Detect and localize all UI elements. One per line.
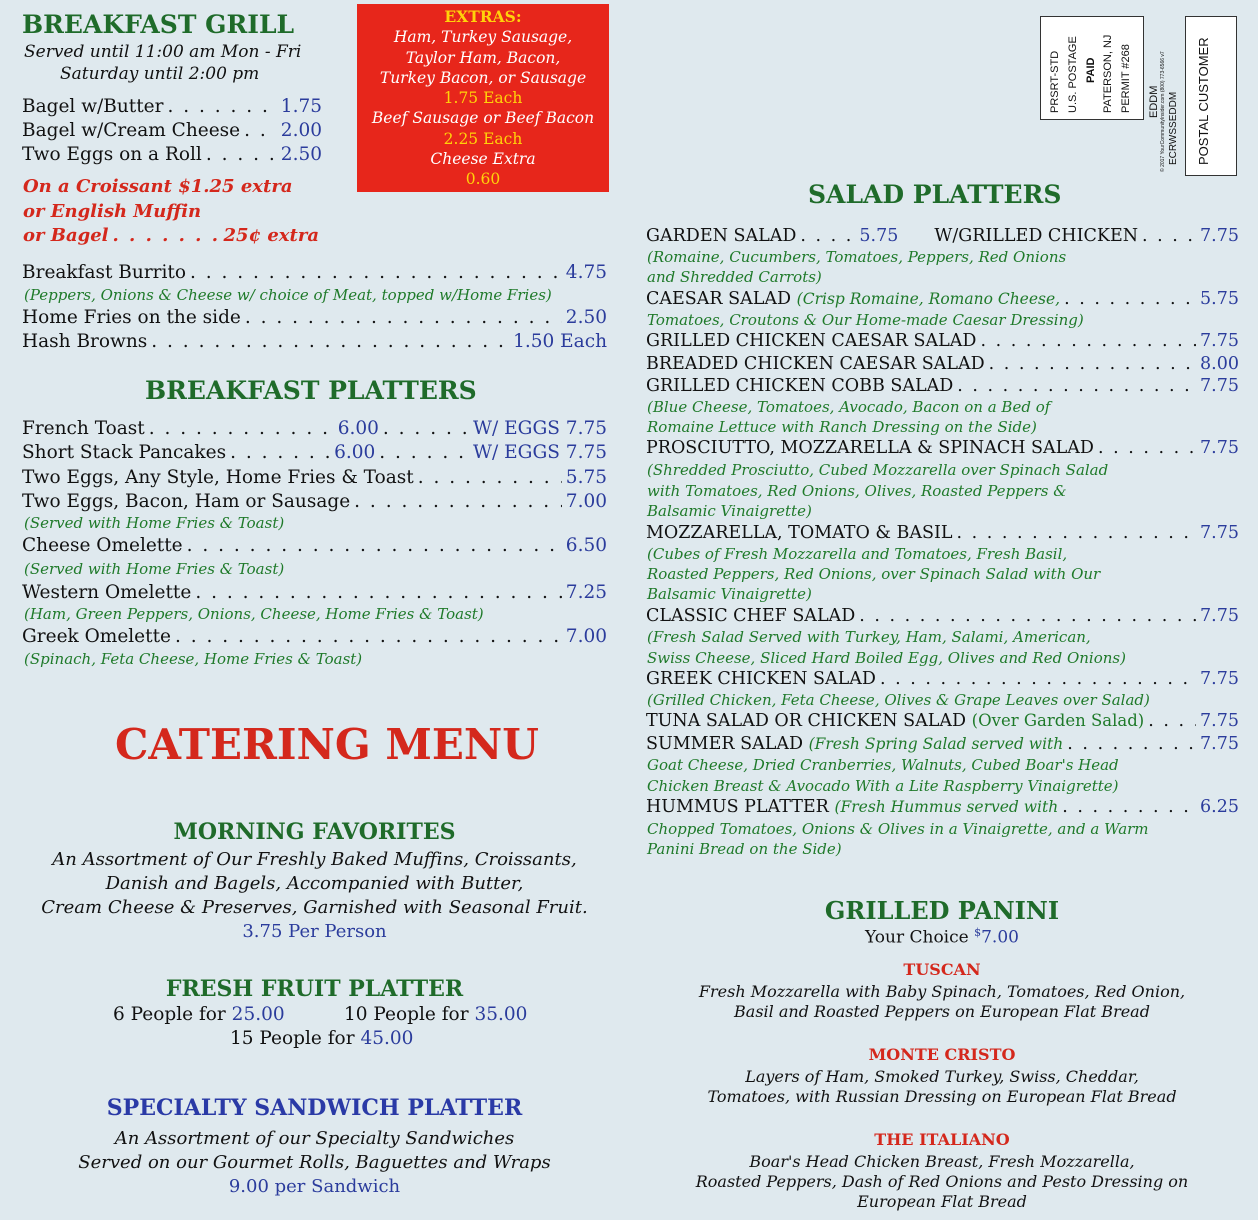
menu-item: HUMMUS PLATTER (Fresh Hummus served with . . . 6.25 [646, 797, 1239, 817]
menu-item: CLASSIC CHEF SALAD . . . 7.75 [646, 606, 1239, 626]
fruit-15-people: 15 People for 45.00 [230, 1028, 414, 1049]
postage-indicia [1040, 16, 1144, 120]
postage-line: PRSRT-STD [1049, 50, 1061, 113]
menu-item: Two Eggs, Any Style, Home Fries & Toast . . . 5.75 [22, 467, 607, 488]
croissant-extra-text: On a Croissant $1.25 extra [23, 176, 293, 197]
panini-desc-line: Roasted Peppers, Dash of Red Onions and Pesto Dressing on [695, 1172, 1189, 1191]
fruit-6-people: 6 People for 25.00 [113, 1004, 285, 1025]
sandwich-desc-line: Served on our Gourmet Rolls, Baguettes and Wraps [78, 1152, 551, 1173]
menu-item: Hash Browns . . . 1.50 Each [22, 331, 607, 352]
tuscan-title: TUSCAN [903, 960, 981, 979]
monte-cristo-title: MONTE CRISTO [868, 1045, 1016, 1064]
menu-item: BREADED CHICKEN CAESAR SALAD . . . 8.00 [646, 354, 1239, 374]
menu-item: GARDEN SALAD . . . 5.75 W/GRILLED CHICKEN . . . 7.75 [646, 226, 1239, 246]
menu-item: Two Eggs on a Roll . . . 2.50 [22, 144, 322, 165]
item-description: (Shredded Prosciutto, Cubed Mozzarella over Spinach Salad [647, 461, 1109, 479]
item-description: (Grilled Chicken, Feta Cheese, Olives & Grape Leaves over Salad) [647, 691, 1150, 709]
menu-item: GRILLED CHICKEN CAESAR SALAD . . . 7.75 [646, 331, 1239, 351]
item-description: (Served with Home Fries & Toast) [24, 560, 285, 578]
postal-customer-label: POSTAL CUSTOMER [1196, 37, 1211, 165]
item-description: Tomatoes, Croutons & Our Home-made Caesar Dressing) [647, 311, 1084, 329]
item-description: with Tomatoes, Red Onions, Olives, Roasted Peppers & [647, 482, 1067, 500]
menu-item: Cheese Omelette . . . 6.50 [22, 535, 607, 556]
ecrwss-label: ECRWSSEDDM [1168, 91, 1179, 165]
salad-platters-title: SALAD PLATTERS [808, 180, 1062, 209]
bagel-extra-row: or Bagel . . . 25¢ extra [23, 225, 319, 246]
morning-desc-line: An Assortment of Our Freshly Baked Muffins, Croissants, [52, 849, 577, 870]
menu-item: MOZZARELLA, TOMATO & BASIL . . . 7.75 [646, 523, 1239, 543]
item-description: (Blue Cheese, Tomatoes, Avocado, Bacon on a Bed of [647, 398, 1051, 416]
italiano-title: THE ITALIANO [874, 1130, 1010, 1149]
served-weekday-text: Served until 11:00 am Mon - Fri [24, 42, 302, 62]
menu-item: Breakfast Burrito . . . 4.75 [22, 262, 607, 283]
item-description: (Ham, Green Peppers, Onions, Cheese, Home Fries & Toast) [24, 605, 484, 623]
copyright-text: © 2017 YourCommunityInsider.com (800) 773-6566 v7 [1160, 51, 1166, 172]
item-description: (Served with Home Fries & Toast) [24, 514, 285, 532]
panini-price: Your Choice $7.00 [865, 926, 1019, 948]
item-description: Balsamic Vinaigrette) [647, 502, 812, 520]
menu-item: Bagel w/Cream Cheese . . . 2.00 [22, 120, 322, 141]
extras-box [357, 4, 609, 192]
eddm-label: EDDM [1148, 85, 1160, 118]
menu-item: GRILLED CHICKEN COBB SALAD . . . 7.75 [646, 376, 1239, 396]
burrito-description: (Peppers, Onions & Cheese w/ choice of Meat, topped w/Home Fries) [24, 286, 552, 304]
breakfast-grill-title: BREAKFAST GRILL [22, 10, 295, 39]
panini-desc-line: Tomatoes, with Russian Dressing on European Flat Bread [707, 1087, 1177, 1106]
item-description: Swiss Cheese, Sliced Hard Boiled Egg, Olives and Red Onions) [647, 649, 1126, 667]
menu-item: CAESAR SALAD (Crisp Romaine, Romano Cheese, . . . 5.75 [646, 289, 1239, 309]
fruit-platter-title: FRESH FRUIT PLATTER [165, 976, 464, 1002]
menu-item: SUMMER SALAD (Fresh Spring Salad served with . . . 7.75 [646, 734, 1239, 754]
postage-line: U.S. POSTAGE [1067, 36, 1079, 113]
item-description: and Shredded Carrots) [647, 268, 822, 286]
sandwich-price: 9.00 per Sandwich [228, 1176, 401, 1197]
morning-desc-line: Cream Cheese & Preserves, Garnished with Seasonal Fruit. [41, 897, 588, 918]
menu-item: Home Fries on the side . . . 2.50 [22, 307, 607, 328]
extras-line: Taylor Ham, Bacon, [405, 48, 561, 67]
item-description: Chopped Tomatoes, Onions & Olives in a Vinaigrette, and a Warm [647, 820, 1149, 838]
menu-item: PROSCIUTTO, MOZZARELLA & SPINACH SALAD . . . 7.75 [646, 438, 1239, 458]
extras-line: Beef Sausage or Beef Bacon [371, 109, 595, 128]
item-description: (Spinach, Feta Cheese, Home Fries & Toast) [24, 650, 363, 668]
menu-item: Two Eggs, Bacon, Ham or Sausage . . . 7.00 [22, 491, 607, 512]
fruit-10-people: 10 People for 35.00 [344, 1004, 528, 1025]
item-description: Romaine Lettuce with Ranch Dressing on the Side) [647, 418, 1037, 436]
catering-menu-title: CATERING MENU [115, 720, 539, 769]
panini-desc-line: European Flat Bread [857, 1192, 1027, 1211]
item-description: Panini Bread on the Side) [647, 840, 842, 858]
menu-item: Western Omelette . . . 7.25 [22, 582, 607, 603]
item-description: Balsamic Vinaigrette) [647, 585, 812, 603]
postal-customer-box [1185, 16, 1237, 176]
item-description: Chicken Breast & Avocado With a Lite Raspberry Vinaigrette) [647, 777, 1119, 795]
morning-favorites-title: MORNING FAVORITES [173, 819, 456, 845]
panini-desc-line: Basil and Roasted Peppers on European Flat Bread [734, 1002, 1150, 1021]
extras-price: 2.25 Each [443, 129, 523, 148]
sandwich-platter-title: SPECIALTY SANDWICH PLATTER [106, 1095, 523, 1121]
menu-item: TUNA SALAD OR CHICKEN SALAD (Over Garden Salad) . . . 7.75 [646, 711, 1239, 731]
menu-item: Short Stack Pancakes . . . 6.00 . . . W/ EGGS 7.75 [22, 442, 607, 463]
served-saturday-text: Saturday until 2:00 pm [60, 64, 260, 84]
morning-desc-line: Danish and Bagels, Accompanied with Butter, [105, 873, 524, 894]
breakfast-platters-title: BREAKFAST PLATTERS [145, 376, 477, 405]
menu-item: French Toast . . . 6.00 . . . W/ EGGS 7.75 [22, 418, 607, 439]
menu-item: Bagel w/Butter . . . 1.75 [22, 96, 322, 117]
panini-desc-line: Fresh Mozzarella with Baby Spinach, Tomatoes, Red Onion, [698, 982, 1186, 1001]
menu-item: GREEK CHICKEN SALAD . . . 7.75 [646, 669, 1239, 689]
postage-line: PATERSON, NJ [1102, 34, 1114, 113]
menu-item: Greek Omelette . . . 7.00 [22, 626, 607, 647]
sandwich-desc-line: An Assortment of our Specialty Sandwiches [114, 1128, 515, 1149]
panini-desc-line: Layers of Ham, Smoked Turkey, Swiss, Cheddar, [745, 1067, 1139, 1086]
item-description: (Romaine, Cucumbers, Tomatoes, Peppers, Red Onions [647, 248, 1067, 266]
postage-line: PERMIT #268 [1120, 44, 1132, 113]
item-description: Roasted Peppers, Red Onions, over Spinach Salad with Our [647, 565, 1101, 583]
morning-price: 3.75 Per Person [242, 921, 387, 942]
extras-line: Ham, Turkey Sausage, [393, 28, 573, 47]
item-description: (Fresh Salad Served with Turkey, Ham, Salami, American, [647, 628, 1091, 646]
extras-title: EXTRAS: [444, 7, 522, 26]
extras-line: Cheese Extra [430, 150, 536, 169]
extras-line: Turkey Bacon, or Sausage [379, 68, 587, 87]
muffin-extra-text: or English Muffin [23, 201, 202, 222]
postage-line: PAID [1085, 57, 1097, 83]
item-description: Goat Cheese, Dried Cranberries, Walnuts, Cubed Boar's Head [647, 756, 1119, 774]
extras-price: 1.75 Each [443, 89, 523, 108]
panini-desc-line: Boar's Head Chicken Breast, Fresh Mozzarella, [749, 1152, 1135, 1171]
extras-price: 0.60 [465, 170, 501, 189]
grilled-panini-title: GRILLED PANINI [824, 896, 1060, 925]
item-description: (Cubes of Fresh Mozzarella and Tomatoes, Fresh Basil, [647, 545, 1068, 563]
